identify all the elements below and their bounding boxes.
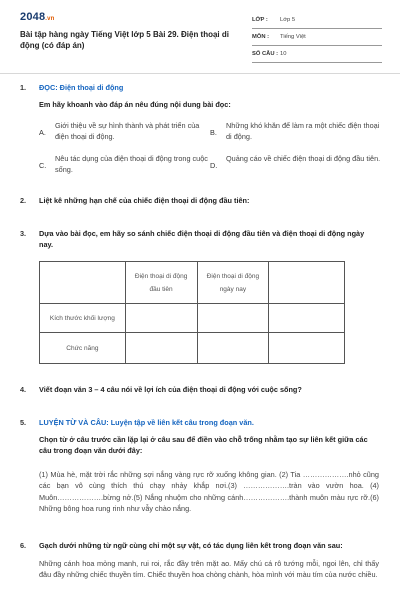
table-cell-answer[interactable] [197, 304, 269, 333]
option-text: Những khó khăn để làm ra một chiếc điện thoại di động. [226, 121, 380, 141]
question-text: Gạch dưới những từ ngữ cùng chỉ một sự vật, có tác dụng liên kết trong đoạn văn sau: [39, 541, 343, 550]
option-letter: C. [39, 161, 47, 170]
question-number: 3. [20, 229, 27, 238]
table-row [40, 262, 345, 304]
table-row-header: Kích thước khối lượng [40, 304, 126, 333]
table-row [40, 333, 345, 364]
option-text: Giới thiệu về sự hình thành và phát triển của điện thoại di động. [55, 121, 200, 141]
question-text: Liệt kê những hạn chế của chiếc điện thoại di động đầu tiên: [39, 196, 250, 205]
question-text: Viết đoạn văn 3 – 4 câu nói về lợi ích của điện thoại di động với cuộc sống? [39, 385, 302, 394]
meta-row-class [252, 12, 382, 29]
table-cell-answer[interactable] [125, 333, 197, 364]
table-row-header: Chức năng [40, 333, 126, 364]
option-text: Quảng cáo về chiếc điện thoại di động đầu tiên. [226, 154, 381, 163]
page-title: Bài tập hàng ngày Tiếng Việt lớp 5 Bài 29. Điện thoại di động (có đáp án) [20, 30, 229, 51]
option-text: Nêu tác dụng của điện thoại di động trong cuộc sống. [55, 154, 208, 174]
meta-value: Tiếng Việt [280, 33, 306, 40]
exercise-paragraph: Những cánh hoa mỏng manh, rui roi, rắc đầy trên mặt ao. Mấy chú cá rô tướng mỗi, ngoi lên, chỉ thấy đâu đầy những chiếc thuyền tím. Chiếc thuyền hoa chòng chành, hòa mình với màu tím của nước chiều. [39, 559, 379, 580]
exercise-paragraph: (1) Mùa hè, mặt trời rắc những sợi nắng vàng rực rỡ xuống không gian. (2) Tia ……………….nhỏ cũng các bạn vô cùng thích thú chạy nhảy khắp nơi.(3) ……………….tràn vào vườn hoa. (4) Muôn……………….bừng nở.(5) Nắng nhuộm cho những cánh……………….thành muôn màu rực rỡ.(6) Những bông hoa rung rinh như vẫy chào nắng. [39, 470, 379, 513]
table-cell-empty [40, 262, 126, 304]
meta-label: MÔN : [252, 33, 270, 40]
question-number: 2. [20, 196, 27, 205]
meta-value: 10 [280, 50, 287, 57]
header [20, 10, 382, 64]
site-logo[interactable]: 2048.vn [20, 11, 55, 23]
question-number: 6. [20, 541, 27, 550]
table-cell-answer[interactable] [197, 333, 269, 364]
meta-label: LỚP : [252, 16, 268, 23]
option-letter: A. [39, 128, 46, 137]
question-prompt: Em hãy khoanh vào đáp án nêu đúng nội dung bài đọc: [39, 100, 231, 109]
meta-row-count [252, 46, 382, 63]
option-letter: B. [210, 128, 217, 137]
header-divider [0, 73, 400, 74]
meta-value: Lớp 5 [280, 16, 296, 23]
question-number: 4. [20, 385, 27, 394]
question-title: LUYỆN TỪ VÀ CÂU: Luyện tập về liên kết câu trong đoạn văn. [39, 418, 254, 427]
meta-info [252, 12, 382, 63]
question-title: ĐỌC: Điện thoại di động [39, 83, 124, 92]
table-header: Điện thoại di động ngày nay [197, 262, 269, 304]
meta-label: SỐ CÂU : [252, 50, 279, 57]
question-number: 1. [20, 83, 27, 92]
comparison-table [39, 261, 345, 364]
table-header: Điện thoại di động đầu tiên [125, 262, 197, 304]
table-cell-answer[interactable] [269, 304, 345, 333]
question-number: 5. [20, 418, 27, 427]
meta-row-subject [252, 29, 382, 46]
question-prompt: Chọn từ ở câu trước cần lặp lại ở câu sau để điền vào chỗ trống nhằm tạo sự liên kết giữa các câu trong đoạn văn dưới đây: [39, 435, 368, 455]
table-row [40, 304, 345, 333]
option-letter: D. [210, 161, 218, 170]
table-cell-empty [269, 262, 345, 304]
table-cell-answer[interactable] [125, 304, 197, 333]
question-text: Dựa vào bài đọc, em hãy so sánh chiếc điện thoại di động đầu tiên và điện thoại di động ngày nay. [39, 229, 365, 249]
table-cell-answer[interactable] [269, 333, 345, 364]
